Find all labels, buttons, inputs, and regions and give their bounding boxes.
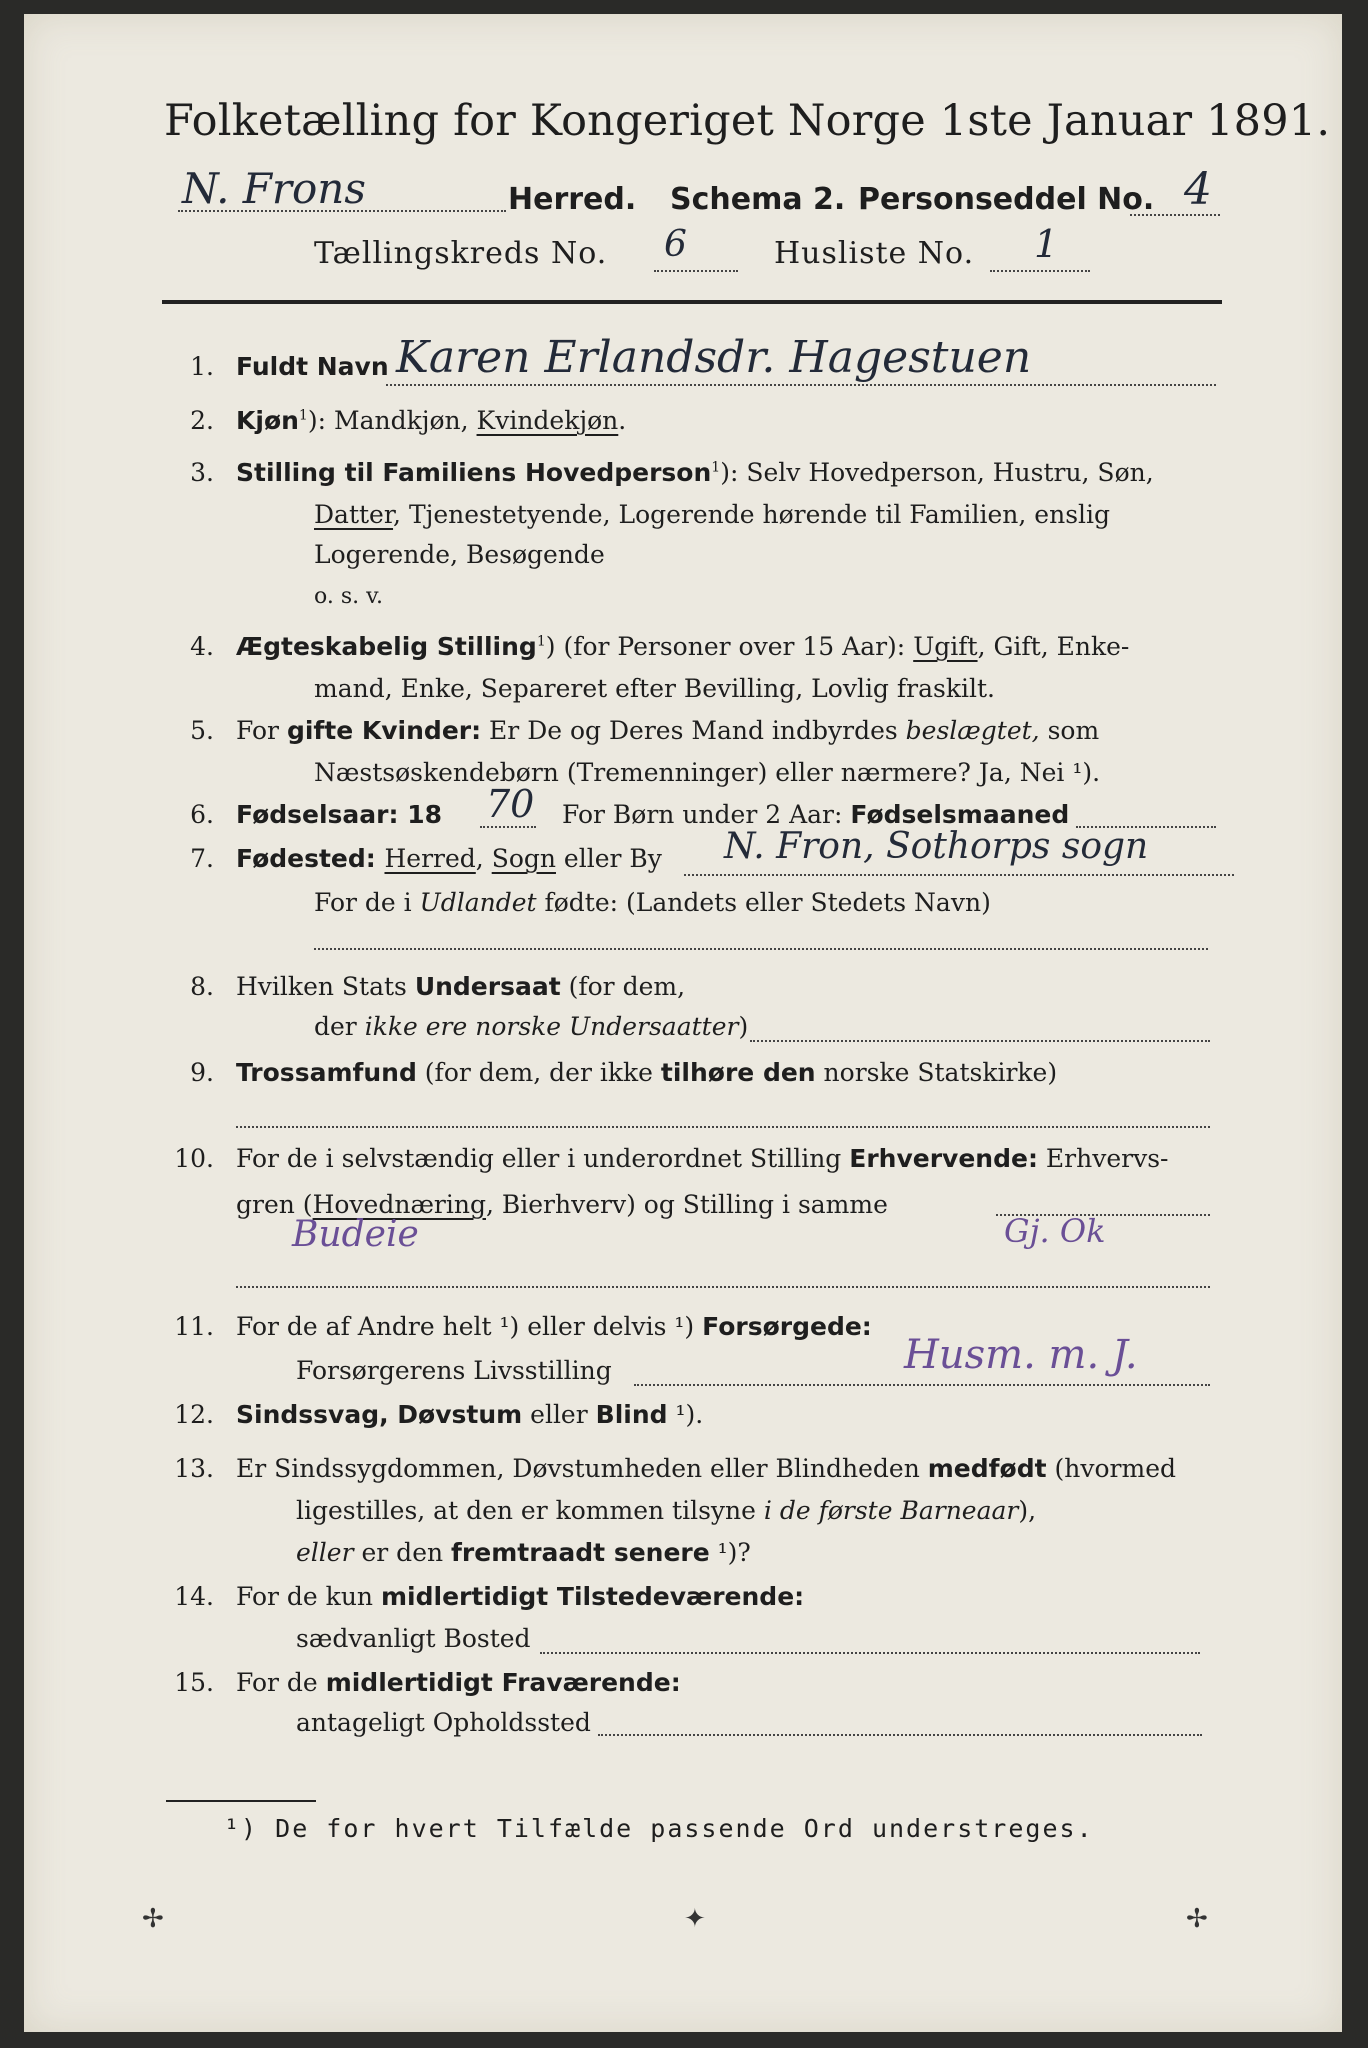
- q11-dotted-line: [634, 1384, 1210, 1386]
- q4-text-b: , Gift, Enke-: [977, 632, 1130, 661]
- q3-line-2: [314, 500, 1110, 529]
- q9-number: 9.: [190, 1058, 214, 1087]
- q11-supporter-value: Husm. m. J.: [904, 1332, 1138, 1378]
- q7-text-c: fødte: (Landets eller Stedets Navn): [536, 888, 991, 917]
- q6-label-text: Fødselsaar: 18: [236, 800, 442, 829]
- q10-line-1: [236, 1144, 1168, 1173]
- q8-dotted-line: [750, 1040, 1210, 1042]
- q3-text-a: ): Selv Hovedperson, Hustru, Søn,: [720, 458, 1154, 487]
- q12-label: Sindssvag, Døvstum: [236, 1400, 523, 1429]
- q4-selected-option: Ugift: [913, 632, 978, 661]
- taellingskreds-label: Tællingskreds No.: [314, 236, 608, 271]
- q15-text-a: For de: [236, 1668, 326, 1697]
- q13-text-c: ligestilles, at den er kommen tilsyne: [296, 1496, 764, 1525]
- q7-italic: Udlandet: [419, 888, 537, 917]
- footnote-text: ¹) De for hvert Tilfælde passende Ord understreges.: [224, 1814, 1094, 1843]
- q7-text-b: For de i: [314, 888, 420, 917]
- q8-text-d: ): [738, 1012, 749, 1041]
- q10-text-c: gren (: [236, 1190, 313, 1219]
- q10-text-d: , Bierhverv) og Stilling i samme: [486, 1190, 888, 1219]
- q5-text-b: som: [1039, 716, 1100, 745]
- q3-footnote-ref: 1: [711, 459, 721, 476]
- q11-label: Forsørgede:: [702, 1312, 872, 1341]
- q3-line-1: [236, 458, 1154, 487]
- herred-value: N. Frons: [182, 164, 366, 213]
- q6-number: 6.: [190, 800, 214, 829]
- q13-italic-e: eller: [296, 1538, 354, 1567]
- q8-number: 8.: [190, 972, 214, 1001]
- q1-dotted-line: [386, 384, 1216, 386]
- q14-number: 14.: [174, 1582, 214, 1611]
- q13-bold-a: medfødt: [927, 1454, 1047, 1483]
- q12-text-b: ¹).: [667, 1400, 704, 1429]
- q14-dotted-line: [540, 1652, 1200, 1654]
- q2-footnote-ref: 1: [298, 407, 308, 424]
- q15-number: 15.: [174, 1668, 214, 1697]
- q6-text-b: For Børn under 2 Aar:: [562, 800, 851, 829]
- q12-bold-b: Blind: [595, 1400, 668, 1429]
- q2-label: Kjøn: [236, 406, 299, 435]
- q3-text-b: , Tjenestetyende, Logerende hørende til Familien, enslig: [393, 500, 1111, 529]
- q4-number: 4.: [190, 632, 214, 661]
- census-form-page: [24, 14, 1342, 2032]
- header-rule: [162, 300, 1222, 304]
- q10-selected-option: Hovednæring: [312, 1190, 486, 1219]
- q13-text-b: (hvormed: [1046, 1454, 1176, 1483]
- personseddel-label: Personseddel No.: [858, 182, 1155, 217]
- q13-bold-e: fremtraadt senere: [451, 1538, 710, 1567]
- q4-line-2: mand, Enke, Separeret efter Bevilling, Lovlig fraskilt.: [314, 674, 995, 703]
- herred-label: Herred.: [508, 182, 637, 217]
- q10-dotted-line-2: [236, 1286, 1210, 1288]
- q8-text-b: (for dem,: [560, 972, 686, 1001]
- husliste-dotted-line: [990, 270, 1090, 272]
- registration-mark-center: ✦: [684, 1904, 706, 1934]
- q6-line-b: [562, 800, 1069, 829]
- q4-text-a: ) (for Personer over 15 Aar):: [545, 632, 914, 661]
- q4-line-1: [236, 632, 1129, 661]
- q5-label-bold: gifte Kvinder:: [286, 716, 482, 745]
- q7-text-a: eller By: [555, 844, 662, 873]
- q7-option-herred: Herred: [384, 844, 476, 873]
- q1-name-value: Karen Erlandsdr. Hagestuen: [396, 332, 1032, 383]
- q15-line-1: [236, 1668, 681, 1697]
- q5-italic: beslægtet,: [905, 716, 1040, 745]
- q2-selected-option: Kvindekjøn: [476, 406, 619, 435]
- q5-line-2: Næstsøskendebørn (Tremenninger) eller nærmere? Ja, Nei ¹).: [314, 758, 1101, 787]
- q13-line-2: [296, 1496, 1036, 1525]
- q8-line-2: [314, 1012, 748, 1041]
- q10-text-a: For de i selvstændig eller i underordnet Stilling: [236, 1144, 850, 1173]
- q10-number: 10.: [174, 1144, 214, 1173]
- herred-dotted-line: [178, 210, 506, 212]
- q9-text-a: (for dem, der ikke: [416, 1058, 661, 1087]
- q9-label: Trossamfund: [236, 1058, 417, 1087]
- q7-label: Fødested:: [236, 844, 385, 873]
- q7-sep: ,: [475, 844, 492, 873]
- q5-text-a: Er De og Deres Mand indbyrdes: [481, 716, 906, 745]
- q15-dotted-line: [598, 1734, 1202, 1736]
- q7-dotted-line: [684, 874, 1234, 876]
- q6-label: [236, 800, 442, 829]
- q8-label: Undersaat: [414, 972, 561, 1001]
- taellingskreds-dotted-line: [654, 270, 738, 272]
- q13-line-1: [236, 1454, 1176, 1483]
- q12-number: 12.: [174, 1400, 214, 1429]
- q2-text-b: .: [618, 406, 627, 435]
- q7-number: 7.: [190, 844, 214, 873]
- q10-occupation-value: Budeie: [292, 1214, 419, 1255]
- q11-text-a: For de af Andre helt ¹) eller delvis ¹): [236, 1312, 703, 1341]
- schema-label: Schema 2.: [670, 182, 846, 217]
- q15-label: midlertidigt Fraværende:: [325, 1668, 681, 1697]
- q13-number: 13.: [174, 1454, 214, 1483]
- q5-line-1: [236, 716, 1099, 745]
- husliste-value: 1: [1034, 222, 1059, 266]
- q13-italic-c: i de første Barneaar: [763, 1496, 1019, 1525]
- q10-label: Erhvervende:: [849, 1144, 1038, 1173]
- q6-label-b: Fødselsmaaned: [850, 800, 1070, 829]
- form-title: Folketælling for Kongeriget Norge 1ste Januar 1891.: [164, 96, 1331, 146]
- personseddel-value: 4: [1184, 164, 1212, 215]
- q2-number: 2.: [190, 406, 214, 435]
- q3-selected-option: Datter: [314, 500, 394, 529]
- q1-label: Fuldt Navn: [236, 352, 389, 381]
- q13-text-d: ),: [1018, 1496, 1037, 1525]
- q2-line: [236, 406, 626, 435]
- q3-label: Stilling til Familiens Hovedperson: [236, 458, 712, 487]
- q7-line-2: [314, 888, 991, 917]
- registration-mark-left: ✢: [142, 1904, 164, 1934]
- q14-line-1: [236, 1582, 804, 1611]
- q5-number: 5.: [190, 716, 214, 745]
- q12-text-a: eller: [522, 1400, 596, 1429]
- q4-footnote-ref: 1: [536, 633, 546, 650]
- q6-year-dotted-line: [480, 826, 536, 828]
- q13-text-e: er den: [353, 1538, 452, 1567]
- q9-line: [236, 1058, 1057, 1087]
- q10-text-b: Erhvervs-: [1037, 1144, 1169, 1173]
- q9-dotted-line: [236, 1126, 1210, 1128]
- q14-label: midlertidigt Tilstedeværende:: [380, 1582, 805, 1611]
- q2-text-a: ): Mandkjøn,: [307, 406, 477, 435]
- q13-text-f: ¹)?: [709, 1538, 751, 1567]
- footnote-rule: [166, 1800, 316, 1802]
- registration-mark-right: ✢: [1186, 1904, 1208, 1934]
- q8-text-a: Hvilken Stats: [236, 972, 415, 1001]
- taellingskreds-value: 6: [664, 224, 687, 265]
- q13-line-3: [296, 1538, 751, 1567]
- q14-line-2: sædvanligt Bosted: [296, 1624, 531, 1653]
- q7-line-1: [236, 844, 662, 873]
- q7-option-sogn: Sogn: [491, 844, 556, 873]
- q9-text-b: norske Statskirke): [815, 1058, 1058, 1087]
- q8-text-c: der: [314, 1012, 365, 1041]
- q11-line-1: [236, 1312, 872, 1341]
- q5-label-a: For: [236, 716, 287, 745]
- q14-text-a: For de kun: [236, 1582, 381, 1611]
- q3-line-3: Logerende, Besøgende: [314, 540, 605, 569]
- q1-number: 1.: [190, 352, 214, 381]
- q10-status-value: Gj. Ok: [1004, 1212, 1106, 1250]
- q7-abroad-dotted-line: [314, 948, 1208, 950]
- q13-text-a: Er Sindssygdommen, Døvstumheden eller Blindheden: [236, 1454, 928, 1483]
- q8-line-1: [236, 972, 685, 1001]
- husliste-label: Husliste No.: [774, 236, 975, 271]
- q8-italic: ikke ere norske Undersaatter: [364, 1012, 739, 1041]
- q9-bold-b: tilhøre den: [660, 1058, 816, 1087]
- q7-birthplace-value: N. Fron, Sothorps sogn: [724, 826, 1149, 867]
- q3-line-4: o. s. v.: [314, 584, 383, 609]
- q11-line-2: Forsørgerens Livsstilling: [296, 1356, 612, 1385]
- q11-number: 11.: [174, 1312, 214, 1341]
- q12-line: [236, 1400, 703, 1429]
- q6-year-value: 70: [486, 782, 535, 826]
- q4-label: Ægteskabelig Stilling: [236, 632, 537, 661]
- q3-number: 3.: [190, 458, 214, 487]
- q15-line-2: antageligt Opholdssted: [296, 1708, 591, 1737]
